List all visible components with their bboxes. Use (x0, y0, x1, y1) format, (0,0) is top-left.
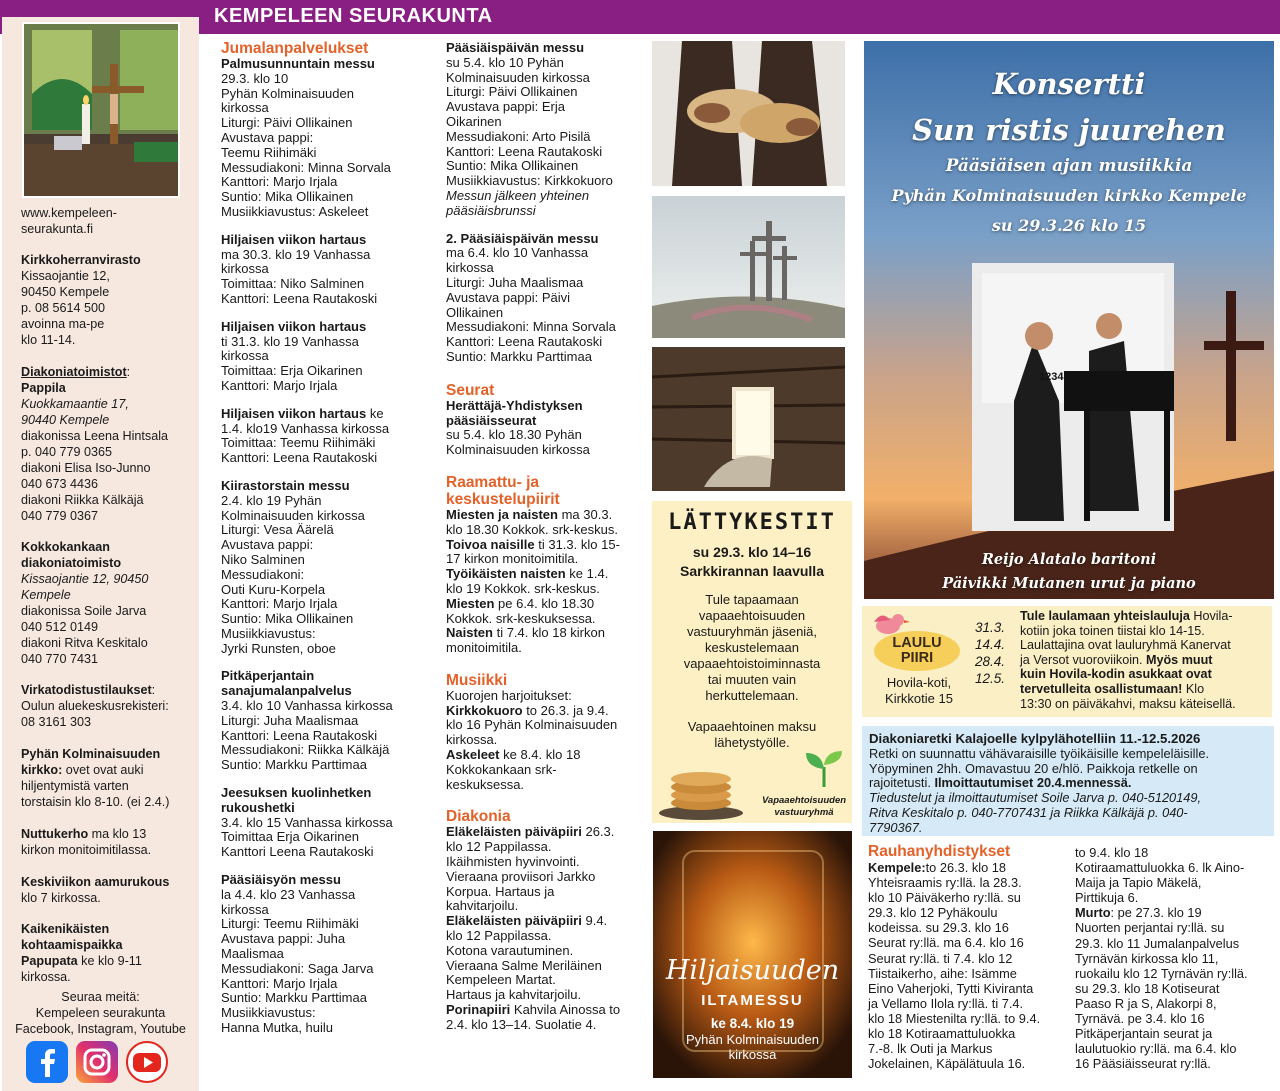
diakoniaretki-box: Diakoniaretki Kalajoelle kylpylähotelliin 11.-12.5.2026 Retki on suunnattu vähävaraisille työikäisille kempeleläisille. Yöpyminen 2hh. Omavastuu 20 e/hlö. Paikkoja retkelle on rajoitetusti. Ilmoittautumiset 20.4.mennessä. Tiedustelut ja ilmoittautumiset Soile Jarva p. 040-5120149, Ritva Keskitalo p. 040-7707431 ja Riikka Kälkäjä p. 040- 7790367. (862, 726, 1274, 836)
concert-subtitle: Pääsiäisen ajan musiikkia (945, 156, 1193, 176)
youtube-icon[interactable] (126, 1041, 168, 1083)
event-block: Palmusunnuntain messu 29.3. klo 10 Pyhän Kolminaisuuden kirkossa Liturgi: Päivi Ollikainen Avustava pappi: Teemu Riihimäki Messudiakoni: Minna Sorvala Kanttori: Marjo Irjala Suntio: Mika Ollikainen Musiikkiavustus: Askeleet (221, 56, 391, 219)
concert-poster (864, 41, 1274, 599)
event-block: Hiljaisen viikon hartaus ke 1.4. klo19 Vanhassa kirkossa Toimittaa: Teemu Riihimäki Kanttori: Leena Rautakoski (221, 405, 390, 466)
music-section: Musiikki Kuorojen harjoitukset: Kirkkokuoro to 26.3. ja 9.4. klo 16 Pyhän Kolminaisuuden kirkossa. Askeleet ke 8.4. klo 18 Kokkokankaan srk- keskuksessa. (446, 671, 618, 792)
poster-title: LÄTTYKESTIT (668, 510, 836, 535)
bread-photo (652, 41, 845, 186)
tomb-photo (652, 347, 845, 491)
office-info: Kirkkoherranvirasto Kissaojantie 12, 90450 Kempele p. 08 5614 500 avoinna ma-pe klo 11-14. (21, 253, 141, 347)
column-easter (446, 41, 646, 1046)
performer-1: Reijo Alatalo baritoni (981, 551, 1157, 568)
iltamessu-place: Pyhän Kolminaisuuden kirkossa (686, 1032, 819, 1062)
rauhanyhdistykset-col2: to 9.4. klo 18 Kotiraamattuluokka 6. lk Aino- Maija ja Tapio Mäkelä, Pirttikuja 6. Murto: pe 27.3. klo 19 Nuorten perjantai ry:llä. su 29.3. klo 11 Jumalanpalvelus Tyrnävän kirkossa klo 11, ruokailu klo 12 Tyrnävän ry:llä. su 29.3. klo 18 Kotiseurat Paaso R ja S, Alakorpi 8, Tyrnävä. pe 3.4. klo 16 Pitkäperjantain seurat ja laulutuokio ry:llä. ma 6.4. klo 16 Pääsiäisseurat ry:llä. (1075, 845, 1248, 1072)
crosses-photo (652, 196, 845, 338)
event-block: Hiljaisen viikon hartaus ti 31.3. klo 19 Vanhassa kirkossa Toimittaa: Erja Oikarinen Kanttori: Marjo Irjala (221, 318, 367, 393)
event-block: Hiljaisen viikon hartaus ma 30.3. klo 19 Vanhassa kirkossa Toimittaa: Niko Salminen Kanttori: Leena Rautakoski (221, 231, 378, 306)
concert-label: Konsertti (992, 67, 1146, 101)
poster-fee: Vapaaehtoinen maksu lähetystyölle. (687, 719, 817, 750)
piano-digits: 123456 (1039, 371, 1076, 383)
sprout-icon (802, 749, 846, 789)
sidebar-website[interactable]: www.kempeleen- seurakunta.fi (21, 206, 117, 236)
concert-venue: Pyhän Kolminaisuuden kirkko Kempele (891, 186, 1247, 205)
event-block: Pitkäperjantain sanajumalanpalvelus 3.4. klo 10 Vanhassa kirkossa Liturgi: Juha Maalismaa Kanttori: Leena Rautakoski Messudiakoni: Riikka Kälkäjä Suntio: Markku Parttimaa (221, 668, 393, 773)
event-block: Kiirastorstain messu 2.4. klo 19 Pyhän Kolminaisuuden kirkossa Liturgi: Vesa Äärelä Avustava pappi: Niko Salminen Messudiakoni: Outi Kuru-Korpela Kanttori: Marjo Irjala Suntio: Mika Ollikainen Musiikkiavustus: Jyrki Runsten, oboe (221, 477, 365, 656)
church-open-hours: Pyhän Kolminaisuuden kirkko: ovet ovat auki hiljentymistä varten torstaisin klo 8-10. (ei 2.4.) (21, 747, 170, 809)
event-block: Pääsiäisyön messu la 4.4. klo 23 Vanhassa kirkossa Liturgi: Teemu Riihimäki Avustava pappi: Juha Maalismaa Messudiakoni: Saga Jarva Kanttori: Marjo Irjala Suntio: Markku Parttimaa Musiikkiavustus: Hanna Mutka, huilu (221, 872, 374, 1036)
poster-where: Sarkkirannan laavulla (680, 563, 824, 579)
iltamessu-title: Hiljaisuuden (665, 955, 840, 986)
concert-title: Sun ristis juurehen (912, 113, 1226, 147)
morning-prayer: Keskiviikon aamurukous klo 7 kirkossa. (21, 875, 170, 905)
event-block: 2. Pääsiäispäivän messu ma 6.4. klo 10 Vanhassa kirkossa Liturgi: Juha Maalismaa Avustava pappi: Päivi Ollikainen Messudiakoni: Minna Sorvala Kanttori: Leena Rautakoski Suntio: Markku Parttimaa (446, 230, 616, 364)
facebook-icon[interactable] (26, 1041, 68, 1083)
section-heading: Jumalanpalvelukset (221, 40, 369, 57)
laulupiiri-logo: LAULU PIIRI (874, 631, 960, 671)
iltamessu-sub: ILTAMESSU (701, 992, 804, 1009)
diakonia-offices: Diakoniatoimistot: Pappila Kuokkamaantie 17, 90440 Kempele diakonissa Leena Hintsala p. 040 779 0365 diakoni Elisa Iso-Junno 040 673 4436 diakoni Riikka Kälkäjä 040 779 0367 (21, 365, 169, 523)
bible-groups-section: Raamattu- ja keskustelupiirit Miesten ja naisten ma 30.3. klo 18.30 Kokkok. srk-keskus. Toivoa naisille ti 31.3. klo 15- 17 kirkon monitoimitila. Työikäisten naisten ke 1.4. klo 19 Kokkok. srk-keskus. Miesten pe 6.4. klo 18.30 Kokkok. srk-keskuksessa. Naisten ti 7.4. klo 18 kirkon monitoimitila. (446, 473, 620, 656)
vastuuryhma-logo: Vapaaehtoisuuden vastuuryhmä (761, 795, 847, 818)
iltamessu-poster (653, 831, 852, 1078)
kokkokangas-office: Kokkokankaan diakoniatoimisto Kissaojantie 12, 90450 Kempele diakonissa Soile Jarva 040 512 0149 diakoni Ritva Keskitalo 040 770 7431 (21, 540, 149, 666)
instagram-icon[interactable] (76, 1041, 118, 1083)
event-block: Jeesuksen kuolinhetken rukoushetki 3.4. klo 15 Vanhassa kirkossa Toimittaa Erja Oikarinen Kanttori Leena Rautakoski (221, 785, 393, 860)
laulupiiri-place: Hovila-koti, Kirkkotie 15 (885, 675, 953, 706)
lattykestit-poster (652, 501, 852, 823)
poster-text: Tule tapaamaan vapaaehtoisuuden vastuuryhmän jäseniä, keskustelemaan vapaaehtoistoiminnasta tai muuten vain herkuttelemaan. (683, 592, 821, 703)
iltamessu-when: ke 8.4. klo 19 (710, 1016, 795, 1031)
diakonia-section: Diakonia Eläkeläisten päiväpiiri 26.3. klo 12 Pappilassa. Ikäihmisten hyvinvointi. Vieraana proviisori Jarkko Korpua. Hartaus ja kahvitarjoilu. Eläkeläisten päiväpiiri 9.4. klo 12 Pappilassa. Kotona varautuminen. Vieraana Salme Meriläinen Kempeleen Martat. Hartaus ja kahvitarjoilu. Porinapiiri Kahvila Ainossa to 2.4. klo 13–14. Suolatie 4. (446, 808, 621, 1032)
papupata: Kaikenikäisten kohtaamispaikka Papupata ke klo 9-11 kirkossa. (21, 922, 142, 984)
concert-date: su 29.3.26 klo 15 (991, 216, 1147, 235)
poster-when: su 29.3. klo 14–16 (692, 544, 812, 560)
event-block: Pääsiäispäivän messu su 5.4. klo 10 Pyhän Kolminaisuuden kirkossa Liturgi: Päivi Ollikainen Avustava pappi: Erja Oikarinen Messudiakoni: Arto Pisilä Kanttori: Leena Rautakoski Suntio: Mika Ollikainen Musiikkiavustus: Kirkkokuoro Messun jälkeen yhteinen pääsiäisbrunssi (446, 40, 613, 218)
follow-us: Seuraa meitä: Kempeleen seurakunta Facebook, Instagram, Youtube (15, 990, 186, 1036)
certificate-orders: Virkatodistustilaukset: Oulun aluekeskusrekisteri: 08 3161 303 (21, 683, 169, 729)
seurat-section: Seurat Herättäjä-Yhdistyksen pääsiäisseurat su 5.4. klo 18.30 Pyhän Kolminaisuuden kirkossa (446, 381, 590, 458)
altar-photo (22, 22, 180, 198)
page-title: KEMPELEEN SEURAKUNTA (214, 5, 493, 27)
nuttukerho: Nuttukerho ma klo 13 kirkon monitoimitilassa. (21, 827, 152, 857)
column-services (221, 40, 431, 1049)
laulupiiri-box (862, 606, 1272, 717)
diakoniaretki-title: Diakoniaretki Kalajoelle kylpylähotelliin 11.-12.5.2026 (869, 731, 1201, 746)
laulupiiri-text: Tule laulamaan yhteislauluja Hovila- kotiin joka toinen tiistai klo 14-15. Laulattajina ovat lauluryhmä Kanervat ja Versot vuoroviikoin. Myös muut kuin Hovila-kodin asukkaat ovat tervetulleita osallistumaan! Klo 13:30 on päiväkahvi, maksu käteisellä. (1020, 609, 1236, 711)
performer-2: Päivikki Mutanen urut ja piano (942, 575, 1196, 592)
laulupiiri-dates: 31.3. 14.4. 28.4. 12.5. (975, 620, 1006, 686)
rauhanyhdistykset-col1: Rauhanyhdistykset Kempele:to 26.3. klo 18 Yhteisraamis ry:llä. la 28.3. klo 10 Päiväkerho ry:llä. su 29.3. klo 12 Pyhäkoulu kodeissa. su 29.3. klo 16 Seurat ry:llä. ma 6.4. klo 16 Seurat ry:llä. ti 7.4. klo 12 Tiistaikerho, aihe: Isämme Eino Vaherjoki, Tytti Kiviranta ja Vellamo Ilola ry:llä. ti 7.4. klo 18 Miestenilta ry:llä. to 9.4. klo 18 Kotiraamattuluokka 7.-8. lk Outi ja Markus Jokelainen, Käpälätuula 16. (868, 843, 1041, 1072)
pancakes-icon (656, 763, 746, 821)
